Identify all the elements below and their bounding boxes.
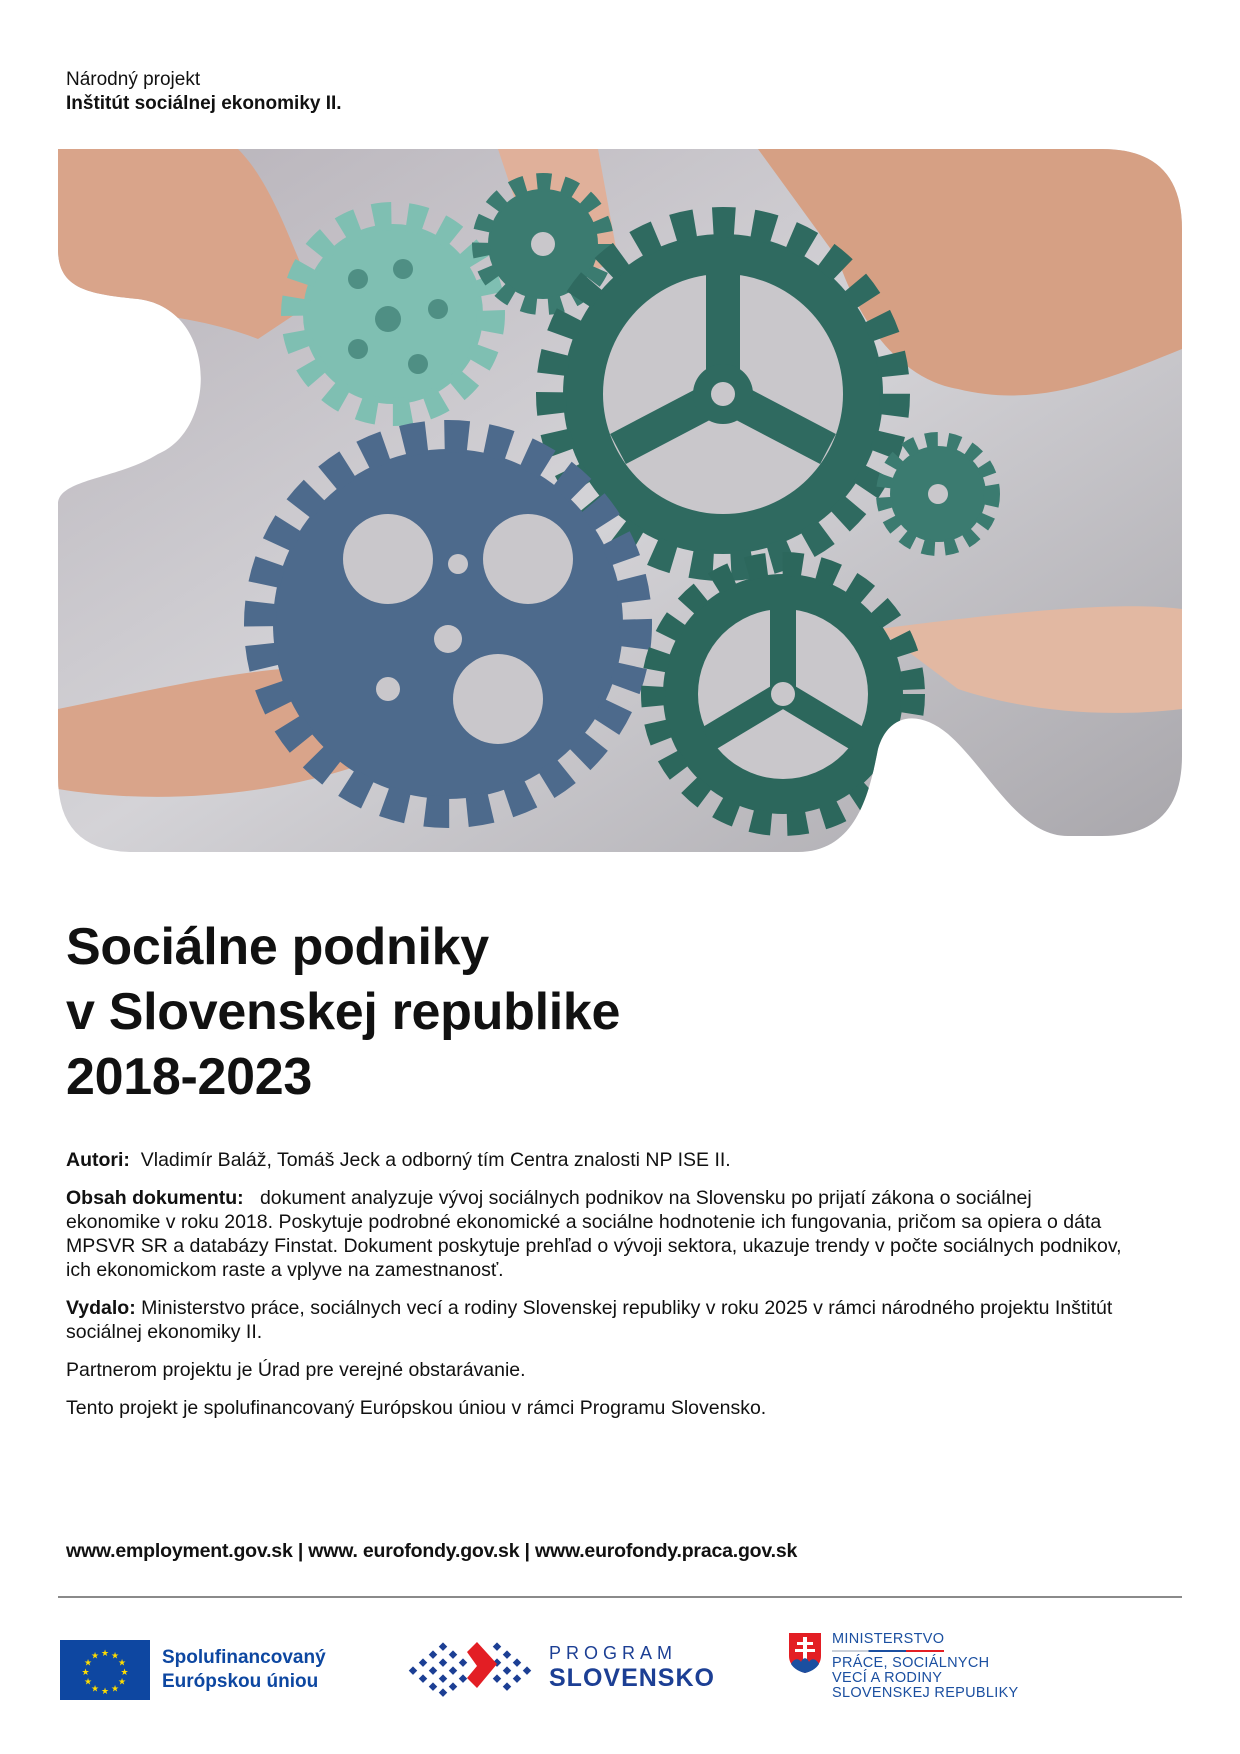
website-links: www.employment.gov.sk | www. eurofondy.gov.sk | www.eurofondy.praca.gov.sk [66, 1540, 798, 1562]
title-line-2: v Slovenskej republike [66, 983, 621, 1041]
title-line-1: Sociálne podniky [66, 918, 489, 976]
published-label: Vydalo: [66, 1297, 136, 1319]
slovensko-label: SLOVENSKO [549, 1664, 715, 1692]
slovak-coat-of-arms-icon [788, 1632, 822, 1674]
svg-text:★: ★ [117, 1677, 127, 1688]
eu-logo-text [162, 1646, 326, 1694]
program-label: PROGRAM [549, 1643, 678, 1663]
footer-divider [58, 1596, 1182, 1598]
svg-text:★: ★ [110, 1684, 120, 1695]
svg-text:★: ★ [81, 1668, 90, 1678]
content-value: dokument analyzuje vývoj sociálnych podnikov na Slovensku po prijatí zákona o sociálnej ekonomike v roku 2018. Poskytuje podrobné ekonomické a sociálne hodnotenie ich fungovania, pričom sa opiera o dáta MPSVR SR a databázy Finstat. Dokument poskytuje prehľad o vývoji sektora, ukazuje trendy v počte sociálnych podnikov, ich ekonomickom raste a vplyve na zamestnanosť. [66, 1187, 1122, 1281]
partner-statement: Partnerom projektu je Úrad pre verejné obstarávanie. [66, 1359, 526, 1381]
ministry-text [832, 1632, 1019, 1701]
ministry-line-4: SLOVENSKEJ REPUBLIKY [832, 1685, 1019, 1701]
ministry-logo [788, 1632, 1019, 1701]
eu-flag-icon [60, 1640, 150, 1700]
project-kicker [66, 68, 342, 116]
eu-cofunded-logo [60, 1640, 326, 1700]
hero-image [58, 149, 1182, 852]
svg-text:★: ★ [100, 1649, 110, 1659]
eu-logo-line-1: Spolufinancovaný [162, 1647, 326, 1668]
eu-logo-line-2: Európskou úniou [162, 1671, 319, 1692]
program-slovensko-logo [405, 1632, 715, 1702]
svg-text:★: ★ [110, 1651, 120, 1662]
program-slovensko-mark-icon [405, 1632, 535, 1702]
published-value: Ministerstvo práce, sociálnych vecí a rodiny Slovenskej republiky v roku 2025 v rámci národného projektu Inštitút sociálnej ekonomiky II. [66, 1297, 1113, 1343]
svg-text:★: ★ [117, 1658, 127, 1669]
title-line-3: 2018-2023 [66, 1048, 312, 1106]
document-title [66, 915, 620, 1110]
publisher [66, 1296, 1126, 1344]
svg-text:★: ★ [100, 1687, 110, 1697]
content-label: Obsah dokumentu: [66, 1187, 244, 1209]
kicker-label: Národný projekt [66, 69, 201, 90]
ministry-line-1: MINISTERSTVO [832, 1632, 944, 1652]
funding-statement: Tento projekt je spolufinancovaný Európskou úniou v rámci Programu Slovensko. [66, 1397, 767, 1419]
svg-text:★: ★ [90, 1684, 100, 1695]
svg-text:★: ★ [120, 1668, 129, 1678]
ministry-line-2: PRÁCE, SOCIÁLNYCH [832, 1655, 990, 1671]
program-slovensko-text [549, 1642, 715, 1692]
ministry-line-3: VECÍ A RODINY [832, 1670, 943, 1686]
document-details [66, 1148, 1126, 1434]
svg-text:★: ★ [83, 1677, 93, 1688]
svg-text:★: ★ [83, 1658, 93, 1669]
content-summary [66, 1186, 1126, 1282]
authors-label: Autori: [66, 1149, 130, 1171]
authors-value: Vladimír Baláž, Tomáš Jeck a odborný tím Centra znalosti NP ISE II. [140, 1149, 731, 1171]
project-name: Inštitút sociálnej ekonomiky II. [66, 93, 342, 114]
svg-text:★: ★ [90, 1651, 100, 1662]
authors [66, 1148, 1126, 1172]
